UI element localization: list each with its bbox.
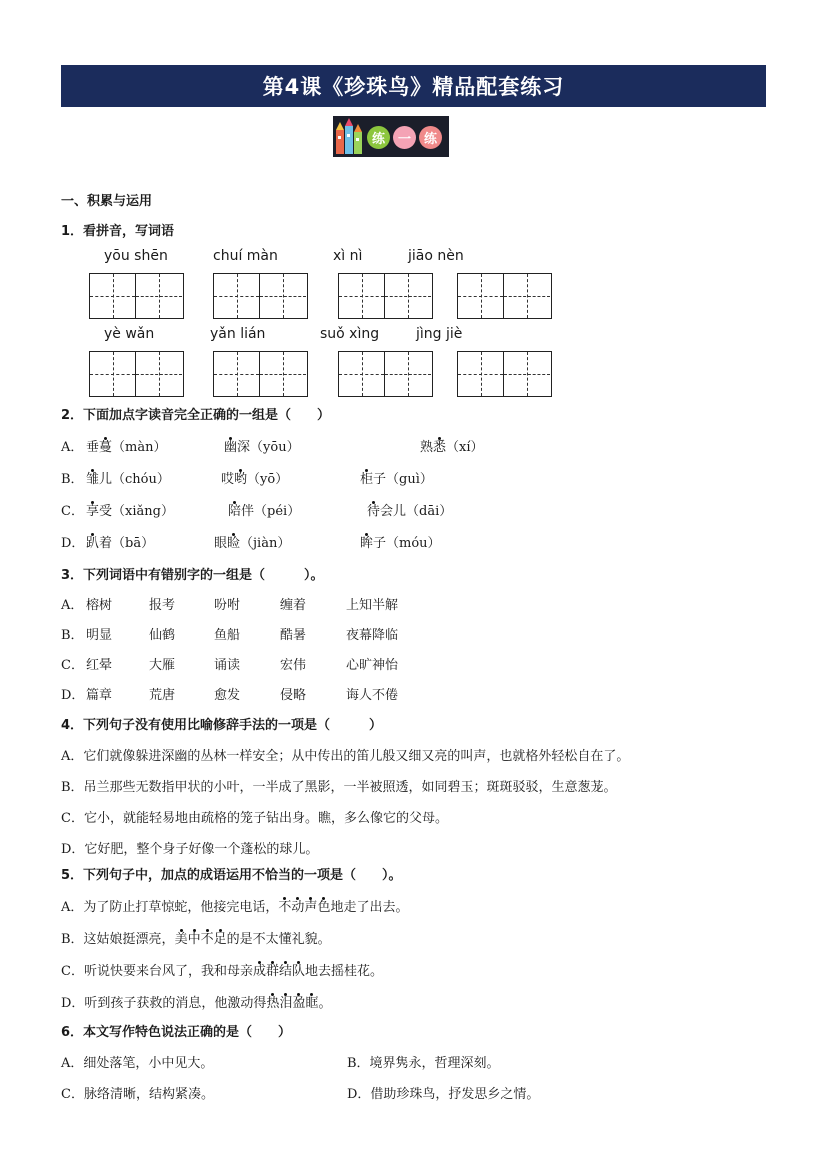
q6-option-b: B．境界隽永，哲理深刻。 (347, 1056, 500, 1071)
badge-char-1: 练 (367, 126, 390, 149)
q5-option-b: B．这姑娘挺漂亮，美中不足的是不太懂礼貌。 (61, 932, 331, 947)
q4-option-d: D．它好肥，整个身子好像一个蓬松的球儿。 (61, 842, 319, 857)
q2-d-item-1: 趴着（bā） (86, 536, 155, 551)
pinyin-8: jìng jiè (416, 326, 463, 342)
q3-cell: D． (61, 688, 85, 703)
q3-cell: 榕树 (86, 598, 113, 613)
q3-cell: 鱼船 (214, 628, 241, 643)
dotted-idiom: 热泪盈眶 (266, 996, 319, 1011)
q3-cell: 诵读 (214, 658, 241, 673)
q4-option-a: A．它们就像躲进深幽的丛林一样安全；从中传出的笛儿般又细又亮的叫声，也就格外轻松自在了。 (61, 749, 630, 764)
pinyin-1: yōu shēn (104, 248, 168, 264)
q3-title: 3．下列词语中有错别字的一组是（ ）。 (61, 568, 324, 583)
pinyin-3: xì nì (333, 248, 363, 264)
pinyin-4: jiāo nèn (408, 248, 464, 264)
q3-cell: A． (61, 598, 84, 613)
practice-badge (333, 116, 449, 157)
q2-label-b: B． (61, 472, 84, 487)
writing-grid[interactable] (89, 351, 184, 397)
q3-cell: 心旷神怡 (346, 658, 399, 673)
q6-option-a: A．细处落笔，小中见大。 (61, 1056, 214, 1071)
q2-label-c: C． (61, 504, 84, 519)
pinyin-5: yè wǎn (104, 326, 155, 342)
q3-cell: 报考 (149, 598, 176, 613)
houses-icon (333, 116, 365, 157)
q3-cell: 缠着 (280, 598, 307, 613)
section-heading: 一、积累与运用 (61, 194, 153, 209)
q3-cell: 夜幕降临 (346, 628, 399, 643)
q5-option-d: D．听到孩子获救的消息，他激动得热泪盈眶。 (61, 996, 332, 1011)
q2-a-item-1: 垂蔓（màn） (86, 440, 167, 455)
q3-cell: 侵略 (280, 688, 307, 703)
dotted-idiom: 不动声色 (278, 900, 331, 915)
writing-grid[interactable] (338, 273, 433, 319)
q2-a-item-3: 熟悉（xí） (420, 440, 484, 455)
q2-b-item-3: 柜子（guì） (360, 472, 433, 487)
q3-cell: 荒唐 (149, 688, 176, 703)
badge-char-3: 练 (419, 126, 442, 149)
q3-cell: 仙鹤 (149, 628, 176, 643)
q3-cell: 愈发 (214, 688, 241, 703)
q4-option-c: C．它小，就能轻易地由疏格的笼子钻出身。瞧，多么像它的父母。 (61, 811, 448, 826)
q1-title: 1．看拼音，写词语 (61, 224, 175, 239)
q3-cell: 吩咐 (214, 598, 241, 613)
title-banner (61, 65, 766, 107)
writing-grid[interactable] (213, 273, 308, 319)
q6-title: 6．本文写作特色说法正确的是（ ） (61, 1025, 292, 1040)
q6-option-c: C．脉络清晰，结构紧凑。 (61, 1087, 214, 1102)
q5-option-a: A．为了防止打草惊蛇，他接完电话，不动声色地走了出去。 (61, 900, 409, 915)
q2-c-item-2: 陪伴（péi） (228, 504, 301, 519)
q3-cell: 上知半解 (346, 598, 399, 613)
page-title: 第4课《珍珠鸟》精品配套练习 (262, 75, 565, 99)
q3-cell: B． (61, 628, 84, 643)
pinyin-6: yǎn lián (210, 326, 266, 342)
q5-option-c: C．听说快要来台风了，我和母亲成群结队地去摇桂花。 (61, 964, 384, 979)
q5-title: 5．下列句子中，加点的成语运用不恰当的一项是（ ）。 (61, 868, 402, 883)
q3-cell: 红晕 (86, 658, 113, 673)
q2-d-item-3: 眸子（móu） (360, 536, 441, 551)
q4-title: 4．下列句子没有使用比喻修辞手法的一项是（ ） (61, 718, 383, 733)
q2-c-item-3: 待会儿（dāi） (367, 504, 453, 519)
q2-label-a: A． (61, 440, 84, 455)
q2-a-item-2: 幽深（yōu） (224, 440, 300, 455)
q2-d-item-2: 眼睑（jiàn） (214, 536, 291, 551)
q3-cell: C． (61, 658, 84, 673)
q3-cell: 明显 (86, 628, 113, 643)
badge-char-2: 一 (393, 126, 416, 149)
pinyin-2: chuí màn (213, 248, 278, 264)
q3-cell: 篇章 (86, 688, 113, 703)
q4-option-b: B．吊兰那些无数指甲状的小叶，一半成了黑影，一半被照透，如同碧玉；斑斑驳驳，生意葱茏。 (61, 780, 617, 795)
q2-b-item-2: 哎哟（yō） (221, 472, 289, 487)
q3-cell: 宏伟 (280, 658, 307, 673)
pinyin-7: suǒ xìng (320, 326, 380, 342)
q2-b-item-1: 雏儿（chóu） (86, 472, 170, 487)
writing-grid[interactable] (457, 351, 552, 397)
q2-title: 2．下面加点字读音完全正确的一组是（ ） (61, 408, 331, 423)
writing-grid[interactable] (213, 351, 308, 397)
writing-grid[interactable] (457, 273, 552, 319)
q3-cell: 大雁 (149, 658, 176, 673)
q2-c-item-1: 享受（xiǎng） (86, 504, 174, 519)
dotted-idiom: 美中不足 (174, 932, 227, 947)
q6-option-d: D．借助珍珠鸟，抒发思乡之情。 (347, 1087, 540, 1102)
q3-cell: 诲人不倦 (346, 688, 399, 703)
dotted-idiom: 成群结队 (252, 964, 306, 979)
writing-grid[interactable] (338, 351, 433, 397)
writing-grid[interactable] (89, 273, 184, 319)
q3-cell: 酷暑 (280, 628, 307, 643)
q2-label-d: D． (61, 536, 85, 551)
